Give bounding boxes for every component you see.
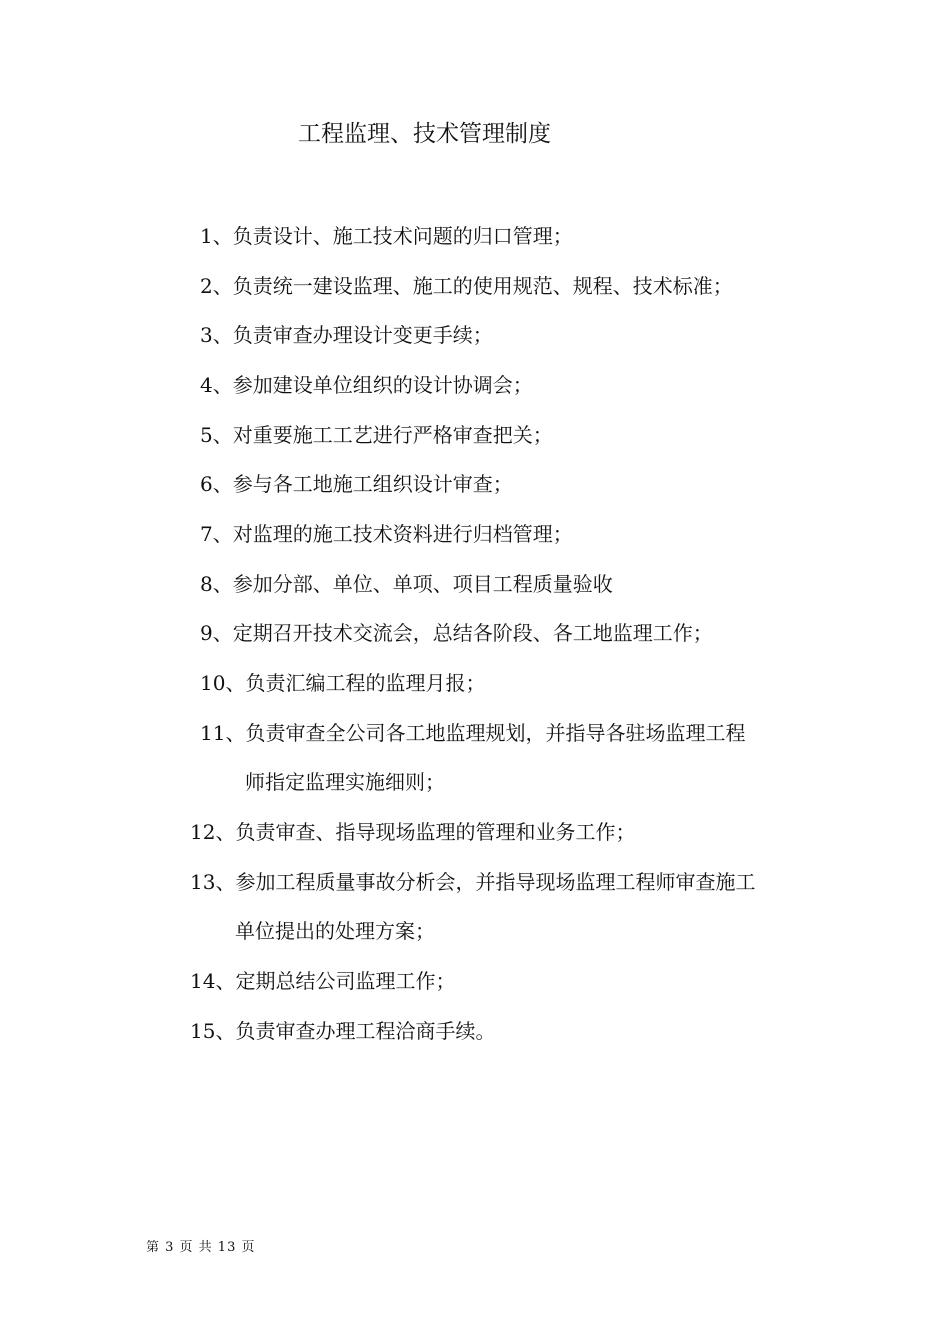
rule-item-14: 14、定期总结公司监理工作； (190, 969, 456, 993)
rule-item-11-continuation: 师指定监理实施细则； (245, 770, 445, 794)
rule-item-15: 15、负责审查办理工程洽商手续。 (190, 1019, 496, 1043)
rule-item-13-continuation: 单位提出的处理方案； (235, 919, 435, 943)
rule-item-5: 5、对重要施工工艺进行严格审查把关； (200, 423, 553, 447)
rule-item-13: 13、参加工程质量事故分析会，并指导现场监理工程师审查施工 (190, 870, 756, 894)
rule-item-12: 12、负责审查、指导现场监理的管理和业务工作； (190, 820, 636, 844)
page-title: 工程监理、技术管理制度 (298, 121, 551, 147)
rule-item-11: 11、负责审查全公司各工地监理规划，并指导各驻场监理工程 (200, 721, 746, 745)
rule-item-8: 8、参加分部、单位、单项、项目工程质量验收 (200, 572, 613, 596)
rule-item-7: 7、对监理的施工技术资料进行归档管理； (200, 522, 573, 546)
page-number-footer: 第 3 页 共 13 页 (146, 1240, 256, 1255)
rule-item-2: 2、负责统一建设监理、施工的使用规范、规程、技术标准； (200, 274, 733, 298)
rule-item-3: 3、负责审查办理设计变更手续； (200, 323, 493, 347)
rule-item-1: 1、负责设计、施工技术问题的归口管理； (200, 224, 573, 248)
rule-item-4: 4、参加建设单位组织的设计协调会； (200, 373, 533, 397)
rule-item-10: 10、负责汇编工程的监理月报； (200, 671, 486, 695)
rule-item-9: 9、定期召开技术交流会，总结各阶段、各工地监理工作； (200, 621, 713, 645)
rule-item-6: 6、参与各工地施工组织设计审查； (200, 472, 513, 496)
